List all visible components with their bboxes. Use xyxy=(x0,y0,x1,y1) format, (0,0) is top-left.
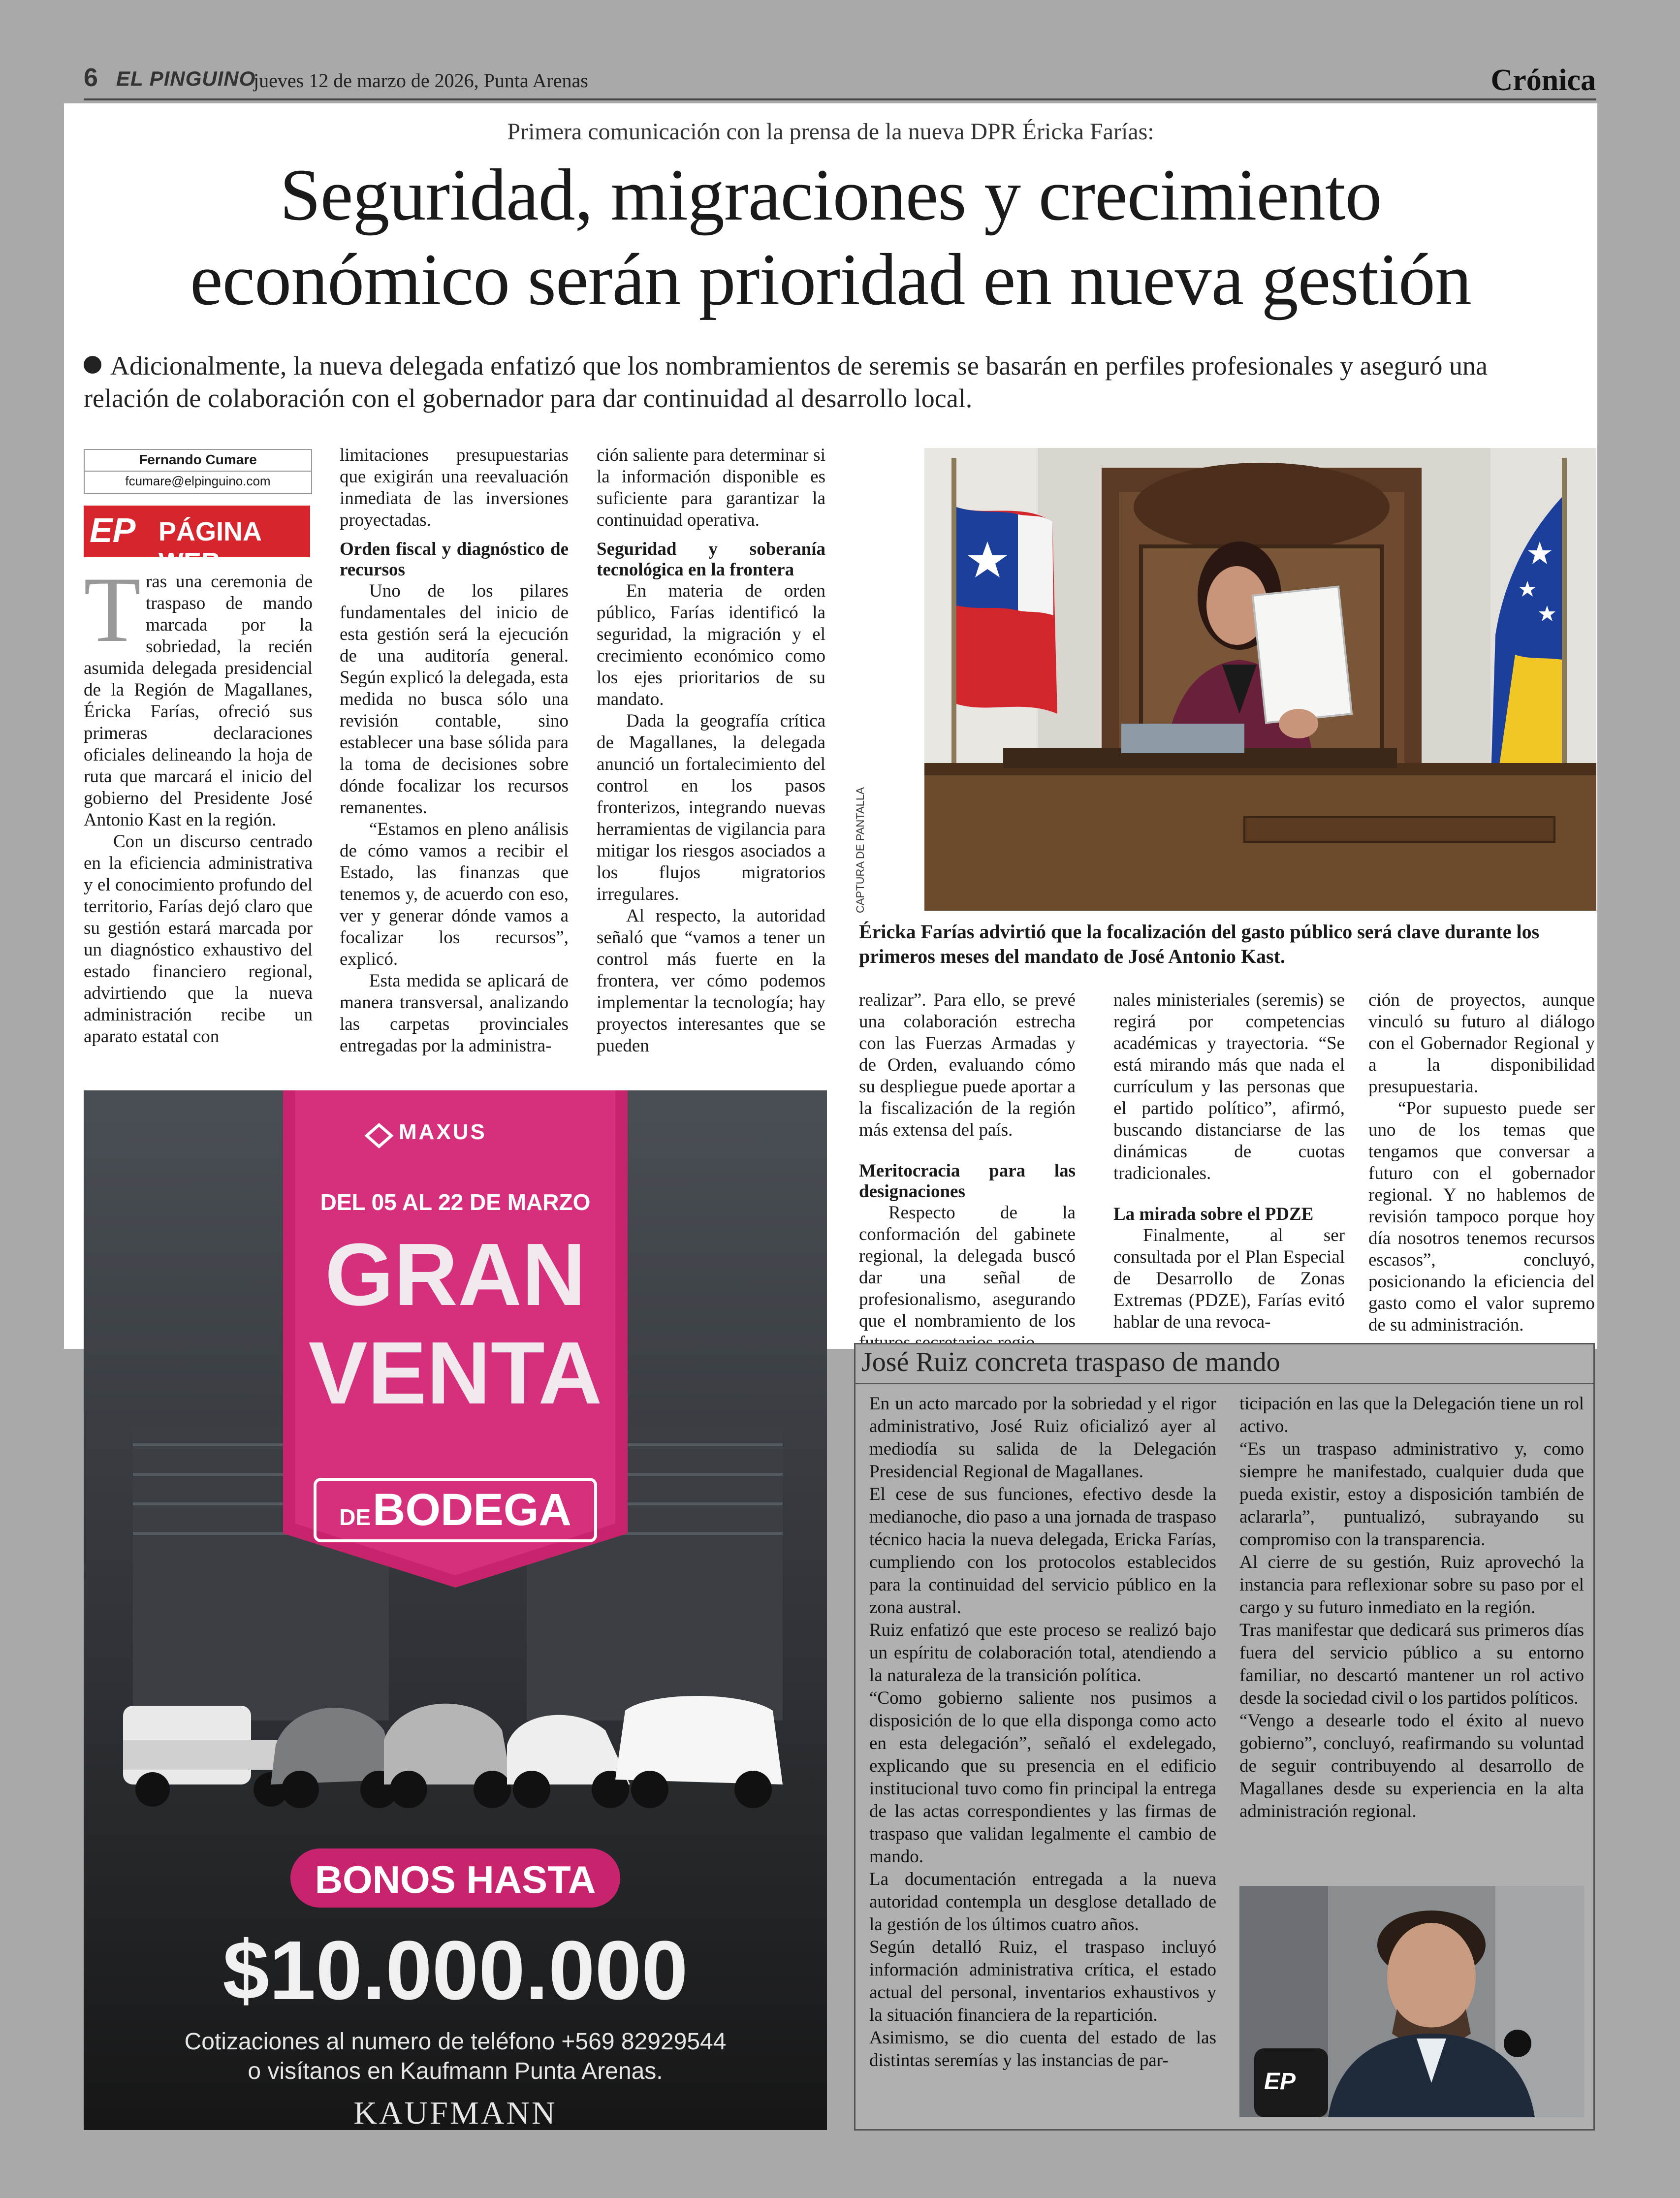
ad-brand: MAXUS xyxy=(399,1120,487,1144)
article-column-5 xyxy=(1113,989,1345,1333)
paragraph: ción saliente para determinar si la información disponible es suficiente para garantizar la continuidad operativa. xyxy=(597,445,825,530)
article-kicker: Primera comunicación con la prensa de la nueva DPR Éricka Farías: xyxy=(507,119,1154,145)
ep-logo: EP xyxy=(90,511,136,549)
paragraph: Finalmente, al ser consultada por el Plan Especial de Desarrollo de Zonas Extremas (PDZE), Farías evitó hablar de una revoca- xyxy=(1113,1225,1345,1332)
paragraph: Al respecto, la autoridad señaló que “vamos a tener un control más fuerte en la frontera, ver cómo podemos implementar la tecnología; hay proyectos interesantes que se pueden xyxy=(597,906,825,1056)
page-header xyxy=(84,63,1596,100)
sidebar-column-1 xyxy=(869,1393,1216,2072)
ad-line-1: GRAN xyxy=(325,1225,586,1324)
headline-line-2: económico serán prioridad en nueva gestión xyxy=(190,239,1471,320)
paragraph: El cese de sus funciones, efectivo desde la medianoche, dio paso a una jornada de traspaso técnico hacia la nueva delegada, Ericka Farías, cumpliendo con los protocolos establecidos para la continuidad del servicio público en la zona austral. xyxy=(869,1484,1216,1618)
paragraph: Esta medida se aplicará de manera transversal, analizando las carpetas provinciales entregadas por la administra- xyxy=(340,971,569,1056)
paragraph: Respecto de la conformación del gabinete regional, la delegada buscó dar una señal de profesionalismo, asegurando que el nombramiento de los xyxy=(859,1203,1076,1331)
ad-tag-prefix: DE xyxy=(339,1504,371,1530)
article-headline xyxy=(64,153,1597,322)
newspaper-name: EL PINGUINO xyxy=(116,67,256,90)
dateline: jueves 12 de marzo de 2026, Punta Arenas xyxy=(254,69,588,92)
article-column-4 xyxy=(859,989,1076,1354)
section-name: Crónica xyxy=(1490,64,1596,97)
photo-credit: CAPTURA DE PANTALLA xyxy=(854,787,866,913)
article-column-3 xyxy=(597,445,825,1057)
subheading: Meritocracia para las designaciones xyxy=(859,1161,1076,1202)
ad-bonus-label: BONOS HASTA xyxy=(315,1858,596,1901)
drop-cap: T xyxy=(84,558,141,662)
paragraph: nales ministeriales (seremis) se regirá por competencias académicas y trayectoria. “Se está mirando más que nada el currículum y las personas que el partido político”, afirmó, buscando distanciarse de las dinámicas de cuotas tradicionales. xyxy=(1113,990,1345,1183)
paragraph: ción de proyectos, aunque vinculó su futuro al diálogo con el Gobernador Regional y a la disponibilidad presupuestaria. xyxy=(1368,990,1595,1097)
headline-line-1: Seguridad, migraciones y crecimiento xyxy=(280,154,1382,236)
maxus-advertisement[interactable] xyxy=(84,1090,827,2130)
paragraph: “Como gobierno saliente nos pusimos a disposición de lo que ella disponga como acto en esta delegación”, señaló el exdelegado, explicando que su presencia en el edificio institucional tuvo como fin principal la entrega de las actas correspondientes y las firmas de traspaso que validan legalmente el cambio de mando. xyxy=(869,1688,1216,1867)
article-column-1 xyxy=(84,558,313,1048)
subheading: Seguridad y soberanía tecnológica en la frontera xyxy=(597,539,825,580)
paragraph: “Es un traspaso administrativo y, como siempre he manifestado, cualquier duda que pueda existir, estoy a disposición también de aclararla”, puntualizó, subrayando su compromiso con la transparencia. xyxy=(1239,1439,1584,1550)
web-page-badge[interactable] xyxy=(84,506,310,577)
ad-dealer: KAUFMANN xyxy=(353,2095,557,2130)
bullet-icon xyxy=(84,356,101,374)
ad-contact-store: o visítanos en Kaufmann Punta Arenas. xyxy=(248,2058,663,2084)
web-page-label: PÁGINA WEB xyxy=(158,517,261,577)
article-lead xyxy=(84,350,1565,414)
paragraph: La documentación entregada a la nueva autoridad contempla un desglose detallado de la gestión de los últimos cuatro años. xyxy=(869,1869,1216,1935)
subheading: Orden fiscal y diagnóstico de recursos xyxy=(340,539,569,580)
ad-contact-phone[interactable]: Cotizaciones al numero de teléfono +569 82929544 xyxy=(184,2029,727,2055)
paragraph: limitaciones presupuestarias que exigirán una reevaluación inmediata de las inversiones proyectadas. xyxy=(340,445,569,530)
sidebar-article xyxy=(854,1343,1595,2131)
paragraph: Al cierre de su gestión, Ruiz aprovechó la instancia para reflexionar sobre su paso por el cargo y su futuro inmediato en la región. xyxy=(1239,1552,1584,1618)
microphone-logo: EP xyxy=(1264,2069,1296,2095)
ad-line-2: VENTA xyxy=(308,1324,602,1423)
paragraph: “Por supuesto puede ser uno de los temas que tengamos que conversar a futuro con el gobernador regional. Y no hablemos de revisión tampoco porque hoy día nosotros tenemos recursos escasos”, concluyó, posicionando la eficiencia del gasto como el valor supremo de su administración. xyxy=(1368,1098,1595,1335)
sidebar-photo xyxy=(1239,1886,1584,2117)
article-column-2 xyxy=(340,445,569,1057)
subheading: La mirada sobre el PDZE xyxy=(1113,1204,1314,1224)
paragraph: En un acto marcado por la sobriedad y el rigor administrativo, José Ruiz oficializó ayer al mediodía su salida de la Delegación Presidencial Regional de Magallanes. xyxy=(869,1394,1216,1482)
sidebar-title: José Ruiz concreta traspaso de mando xyxy=(861,1347,1280,1377)
paragraph: “Vengo a desearle todo el éxito al nuevo gobierno”, concluyó, reafirmando su voluntad de seguir contribuyendo al desarrollo de Magallanes desde su experiencia en la alta administración regional. xyxy=(1239,1711,1584,1821)
page-number: 6 xyxy=(84,64,98,92)
byline-email[interactable]: fcumare@elpinguino.com xyxy=(85,471,311,489)
paragraph: realizar”. Para ello, se prevé una colaboración estrecha con las Fuerzas Armadas y de Orden, evaluando cómo su despliegue puede aportar a la fiscalización de la región más extensa del país. xyxy=(859,990,1076,1140)
paragraph: ticipación en las que la Delegación tiene un rol activo. xyxy=(1239,1394,1584,1436)
ad-bodega-tag xyxy=(315,1484,596,1536)
paragraph: Dada la geografía crítica de Magallanes, la delegada anunció un fortalecimiento del control en los pasos fronterizos, integrando nuevas herramientas de vigilancia para mitigar los riesgos asociados a los flujos migratorios irregulares. xyxy=(597,711,825,904)
byline xyxy=(84,449,312,494)
sidebar-divider xyxy=(856,1383,1593,1384)
paragraph: Ruiz enfatizó que este proceso se realizó bajo un espíritu de colaboración total, atendiendo a la naturaleza de la transición política. xyxy=(869,1620,1216,1686)
article-column-6 xyxy=(1368,989,1595,1336)
paragraph: Con un discurso centrado en la eficiencia administrativa y el conocimiento profundo del territorio, Farías dejó claro que su gestión estará marcada por un diagnóstico exhaustivo del estado financiero regional, advirtiendo que la nueva administración recibe un aparato estatal con xyxy=(84,831,313,1047)
sidebar-column-2 xyxy=(1239,1393,1584,1823)
ad-dates: DEL 05 AL 22 DE MARZO xyxy=(320,1189,591,1215)
photo-illustration xyxy=(924,448,1596,911)
byline-name: Fernando Cumare xyxy=(139,452,257,467)
article-photo xyxy=(924,448,1596,911)
paragraph: Según detalló Ruiz, el traspaso incluyó información administrativa crítica, el estado actual del personal, inventarios exhaustivos y la situación financiera de la repartición. xyxy=(869,1937,1216,2025)
ad-tag-word: BODEGA xyxy=(373,1485,571,1535)
paragraph: Uno de los pilares fundamentales del inicio de esta gestión será la ejecución de una auditoría general. Según explicó la delegada, esta medida no busca sólo una revisión contable, sino establecer una base sólida para la toma de decisiones sobre dónde focalizar los recursos remanentes. xyxy=(340,581,569,818)
paragraph: ras una ceremonia de traspaso de mando marcada por la sobriedad, la recién asumida delegada presidencial de la Región de Magallanes, Éricka Farías, ofreció sus primeras declaraciones oficiales delineando la hoja de ruta que marcará el inicio del gobierno del Presidente José Antonio Kast en la región. xyxy=(84,572,313,830)
paragraph: Tras manifestar que dedicará sus primeros días fuera del servicio público a su entorno familiar, no descartó mantener un rol activo desde la sociedad civil o los partidos políticos. xyxy=(1239,1620,1584,1708)
paragraph: “Estamos en pleno análisis de cómo vamos a recibir el Estado, las finanzas que tenemos y, de acuerdo con eso, ver y generar dónde vamos a focalizar los recursos”, explicó. xyxy=(340,819,569,969)
paragraph: En materia de orden público, Farías identificó la seguridad, la migración y el crecimiento económico como los ejes prioritarios de su mandato. xyxy=(597,581,825,709)
ad-amount: $10.000.000 xyxy=(222,1924,688,2017)
paragraph: Asimismo, se dio cuenta del estado de las distintas seremías y las instancias de par- xyxy=(869,2028,1216,2071)
photo-caption: Éricka Farías advirtió que la focalización del gasto público será clave durante los primeros meses del mandato de José Antonio Kast. xyxy=(859,921,1540,967)
lead-text: Adicionalmente, la nueva delegada enfatizó que los nombramientos de seremis se basarán en perfiles profesionales y aseguró una relación de colaboración con el gobernador para dar continuidad al desarrollo local. xyxy=(84,351,1488,413)
